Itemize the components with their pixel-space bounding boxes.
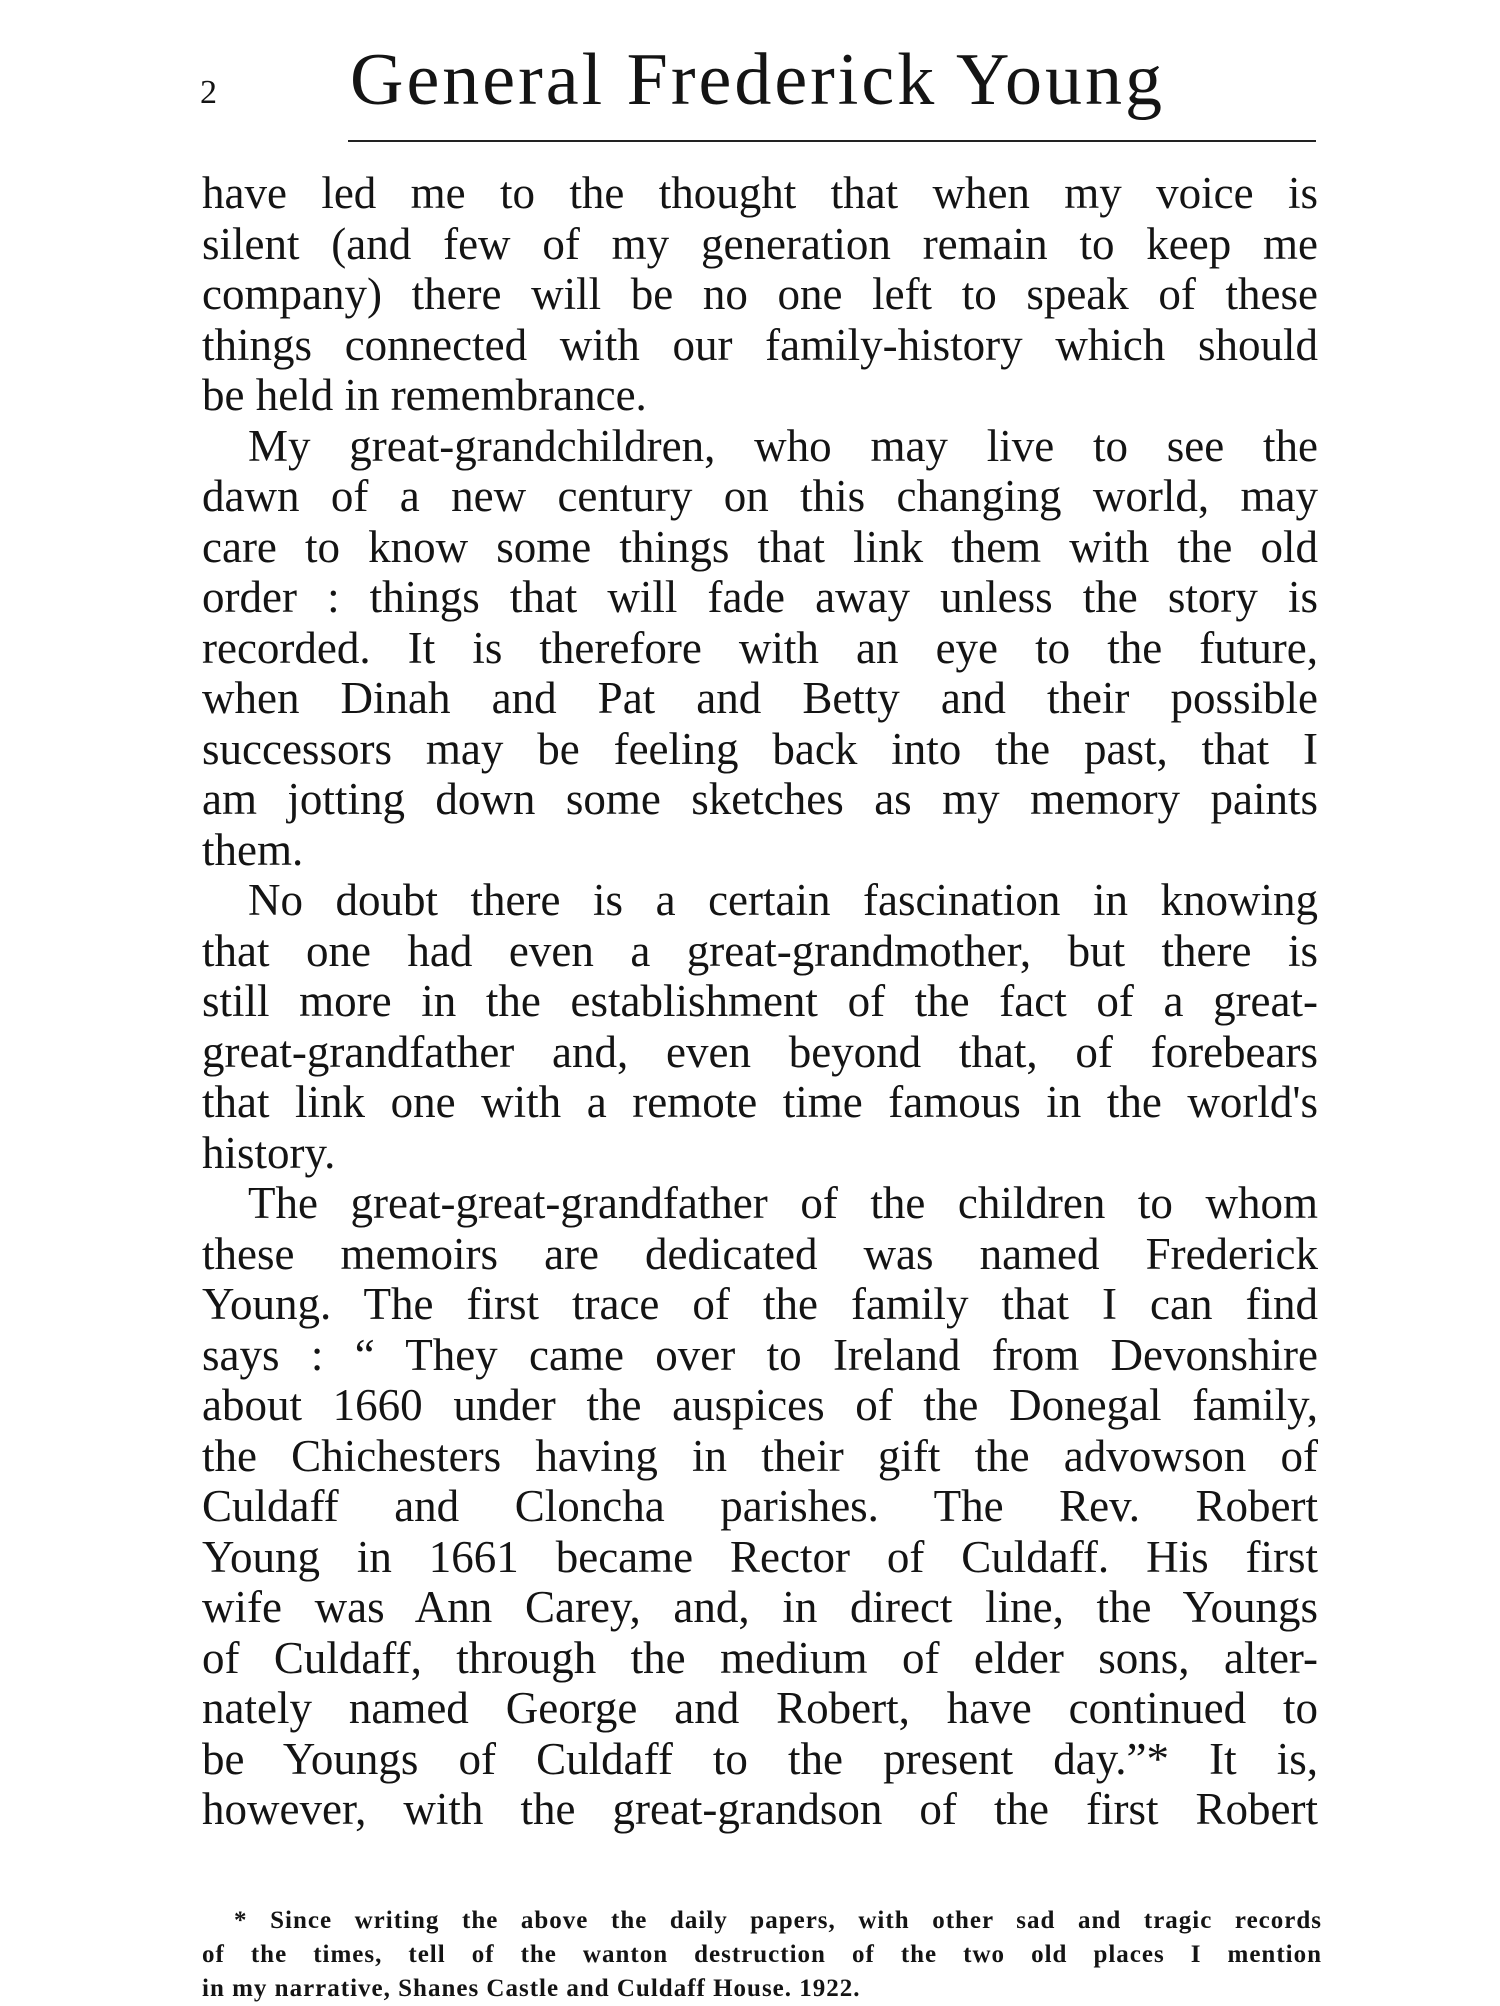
- text-line: be held in remembrance.: [202, 370, 647, 420]
- text-line: great-grandfather and, even beyond that, of forebears: [202, 1026, 1318, 1077]
- text-line: them.: [202, 824, 304, 875]
- text-line: that link one with a remote time famous in the world's: [202, 1077, 1318, 1127]
- footnote-line: of the times, tell of the wanton destruction of the two old places I mention: [202, 1941, 1322, 1968]
- text-line: that one had even a great-grandmother, but there is: [202, 925, 1318, 976]
- text-line: nately named George and Robert, have continued to: [202, 1683, 1318, 1733]
- text-line: successors may be feeling back into the past, that I: [202, 723, 1318, 774]
- running-title: General Frederick Young: [350, 39, 1165, 121]
- text-line: company) there will be no one left to speak of these: [202, 269, 1318, 319]
- book-page: [200, 39, 1324, 2002]
- text-line: Young in 1661 became Rector of Culdaff. His first: [202, 1531, 1318, 1582]
- text-line: the Chichesters having in their gift the advowson of: [202, 1430, 1318, 1481]
- text-line: order : things that will fade away unless the story is: [202, 572, 1318, 622]
- text-line: recorded. It is therefore with an eye to the future,: [202, 622, 1318, 673]
- body-text: [202, 168, 1318, 1835]
- text-line: silent (and few of my generation remain to keep me: [202, 218, 1318, 269]
- text-line: still more in the establishment of the fact of a great-: [202, 976, 1318, 1026]
- running-head: [200, 39, 1314, 132]
- header-rule: [348, 140, 1316, 142]
- page-number: 2: [200, 74, 217, 111]
- text-line: about 1660 under the auspices of the Donegal family,: [202, 1380, 1318, 1430]
- text-line: dawn of a new century on this changing world, may: [202, 471, 1318, 521]
- text-line: when Dinah and Pat and Betty and their possible: [202, 673, 1318, 723]
- text-line: says : “ They came over to Ireland from Devonshire: [202, 1329, 1318, 1380]
- text-line: these memoirs are dedicated was named Frederick: [202, 1228, 1318, 1279]
- text-line: have led me to the thought that when my voice is: [202, 168, 1318, 218]
- text-line: care to know some things that link them with the old: [202, 521, 1318, 572]
- text-line: things connected with our family-history which should: [202, 319, 1318, 370]
- text-line: The great-great-grandfather of the children to whom: [248, 1178, 1318, 1228]
- text-line: wife was Ann Carey, and, in direct line, the Youngs: [202, 1582, 1318, 1632]
- text-line: history.: [202, 1127, 336, 1178]
- text-line: Culdaff and Cloncha parishes. The Rev. Robert: [202, 1481, 1318, 1531]
- text-line: am jotting down some sketches as my memory paints: [202, 774, 1318, 824]
- footnote: [202, 1904, 1322, 2006]
- text-line: be Youngs of Culdaff to the present day.”* It is,: [202, 1733, 1318, 1784]
- text-line: however, with the great-grandson of the first Robert: [202, 1784, 1318, 1834]
- footnote-line: in my narrative, Shanes Castle and Culdaff House. 1922.: [202, 1975, 861, 2002]
- text-line: of Culdaff, through the medium of elder sons, alter-: [202, 1632, 1318, 1683]
- footnote-line: * Since writing the above the daily papers, with other sad and tragic records: [234, 1907, 1322, 1934]
- text-line: Young. The first trace of the family that I can find: [202, 1279, 1318, 1329]
- text-line: My great-grandchildren, who may live to see the: [248, 420, 1318, 471]
- text-line: No doubt there is a certain fascination in knowing: [248, 875, 1318, 925]
